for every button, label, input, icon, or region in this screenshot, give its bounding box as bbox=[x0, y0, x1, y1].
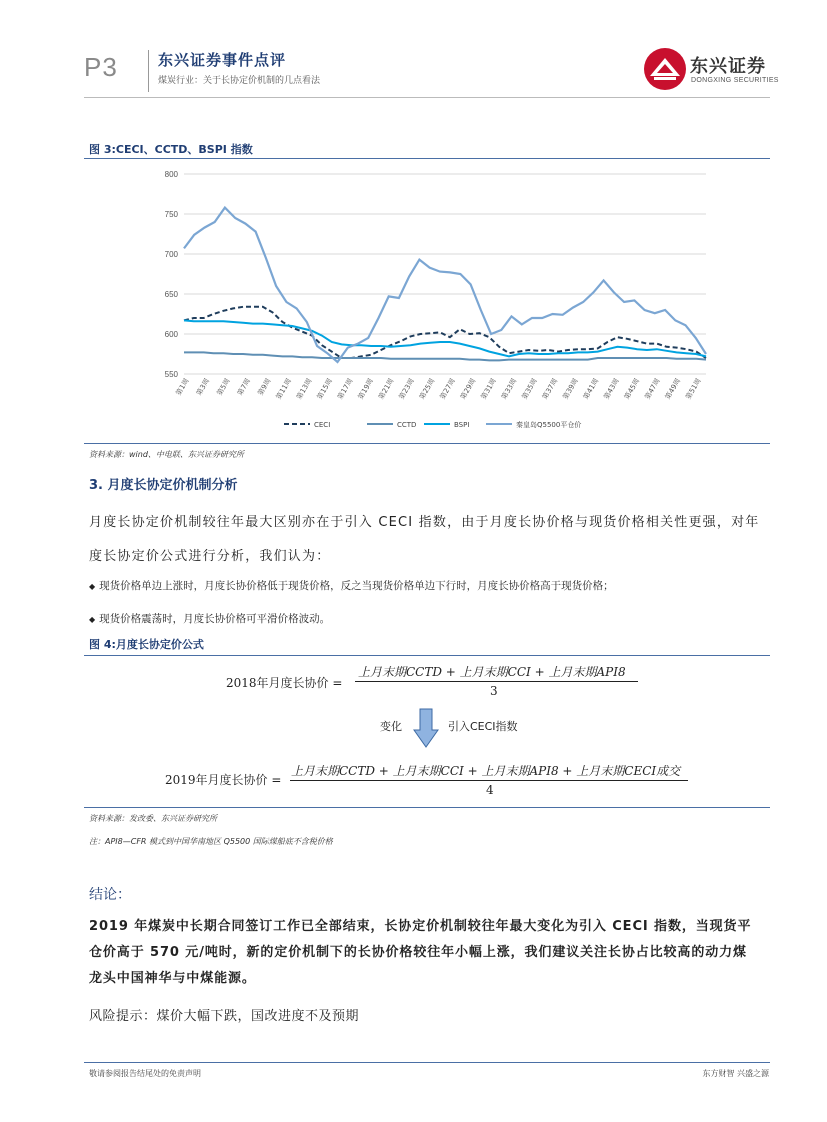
footer-rule bbox=[84, 1062, 770, 1063]
x-tick-label: 第9周 bbox=[256, 377, 273, 397]
formula-2018-lhs: 2018年月度长协价 = bbox=[226, 676, 343, 690]
y-tick-label: 650 bbox=[164, 290, 178, 299]
x-tick-label: 第45周 bbox=[622, 377, 642, 401]
figure-3-title: 图 3:CECI、CCTD、BSPI 指数 bbox=[89, 143, 253, 156]
y-tick-label: 800 bbox=[164, 170, 178, 179]
introduce-ceci-label: 引入CECI指数 bbox=[448, 720, 518, 733]
formula-2018-numerator: 上月末期CCTD + 上月末期CCI + 上月末期API8 bbox=[358, 665, 626, 679]
x-tick-label: 第37周 bbox=[540, 377, 560, 401]
y-tick-label: 600 bbox=[164, 330, 178, 339]
logo-subtext: DONGXING SECURITIES bbox=[691, 77, 779, 84]
formula-2019-fraction-bar bbox=[290, 780, 688, 781]
bullet-item-2 bbox=[89, 611, 330, 626]
section-3-paragraph-line-2: 度长协定价公式进行分析，我们认为： bbox=[89, 549, 331, 564]
x-tick-label: 第21周 bbox=[377, 377, 396, 401]
x-tick-label: 第51周 bbox=[684, 377, 703, 401]
y-tick-label: 700 bbox=[164, 250, 178, 259]
figure-3-bottom-rule bbox=[84, 443, 770, 444]
legend-label: 秦皇岛Q5500平仓价 bbox=[516, 421, 582, 429]
section-3-title: 3. 月度长协定价机制分析 bbox=[89, 478, 238, 493]
legend-label: CECI bbox=[314, 421, 331, 429]
footer-slogan: 东方财智 兴盛之源 bbox=[702, 1069, 769, 1078]
formula-2018-denominator: 3 bbox=[490, 684, 498, 698]
x-tick-label: 第25周 bbox=[418, 377, 437, 401]
header-divider bbox=[148, 50, 149, 92]
conclusion-line-1: 2019 年煤炭中长期合同签订工作已全部结束，长协定价机制较往年最大变化为引入 CECI 指数，当现货平 bbox=[89, 919, 752, 934]
figure-3-chart bbox=[84, 160, 770, 442]
change-label: 变化 bbox=[380, 720, 402, 733]
x-tick-label: 第13周 bbox=[295, 377, 314, 401]
x-tick-label: 第49周 bbox=[663, 377, 683, 401]
x-tick-label: 第17周 bbox=[336, 377, 355, 401]
series-line-CCTD bbox=[184, 352, 706, 360]
bullet-diamond-icon: ◆ bbox=[89, 582, 96, 591]
x-tick-label: 第29周 bbox=[459, 377, 478, 401]
header-rule bbox=[84, 97, 770, 98]
section-3-paragraph-line-1: 月度长协定价机制较往年最大区别亦在于引入 CECI 指数，由于月度长协价格与现货价格相关性更强，对年 bbox=[89, 515, 760, 530]
x-tick-label: 第7周 bbox=[236, 377, 253, 397]
conclusion-title: 结论： bbox=[89, 887, 131, 903]
figure-4-top-rule bbox=[84, 655, 770, 656]
logo-text: 东兴证券 bbox=[690, 56, 766, 77]
x-tick-label: 第31周 bbox=[479, 377, 498, 401]
figure-4-note: 注：API8—CFR 模式到中国华南地区 Q5500 国际煤船底不含税价格 bbox=[89, 837, 333, 846]
x-tick-label: 第47周 bbox=[643, 377, 662, 401]
footer-disclaimer: 敬请参阅报告结尾处的免责声明 bbox=[89, 1069, 201, 1078]
x-tick-label: 第27周 bbox=[438, 377, 457, 401]
x-tick-label: 第35周 bbox=[520, 377, 539, 401]
y-tick-label: 550 bbox=[164, 370, 178, 379]
formula-2019-numerator: 上月末期CCTD + 上月末期CCI + 上月末期API8 + 上月末期CECI成交 bbox=[291, 764, 681, 778]
report-title: 东兴证券事件点评 bbox=[158, 51, 287, 69]
conclusion-line-3: 龙头中国神华与中煤能源。 bbox=[89, 971, 256, 986]
x-tick-label: 第43周 bbox=[602, 377, 621, 401]
figure-4-source: 资料来源：发改委、东兴证券研究所 bbox=[89, 814, 217, 823]
formula-2019-denominator: 4 bbox=[486, 783, 494, 797]
bullet-diamond-icon: ◆ bbox=[89, 615, 96, 624]
x-tick-label: 第33周 bbox=[500, 377, 519, 401]
bullet-text: 现货价格震荡时，月度长协价格可平滑价格波动。 bbox=[99, 613, 331, 625]
conclusion-line-2: 仓价高于 570 元/吨时，新的定价机制下的长协价格较往年小幅上涨，我们建议关注长协占比较高的动力煤 bbox=[89, 945, 747, 960]
x-tick-label: 第3周 bbox=[195, 377, 212, 397]
risk-warning: 风险提示：煤价大幅下跌，国改进度不及预期 bbox=[89, 1009, 360, 1024]
x-tick-label: 第19周 bbox=[356, 377, 376, 401]
y-tick-label: 750 bbox=[164, 210, 178, 219]
figure-3-source: 资料来源：wind、中电联、东兴证券研究所 bbox=[89, 450, 244, 459]
bullet-item-1 bbox=[89, 578, 614, 593]
down-arrow-icon bbox=[413, 708, 439, 748]
x-tick-label: 第41周 bbox=[581, 377, 601, 401]
formula-2018-fraction-bar bbox=[355, 681, 638, 682]
x-tick-label: 第1周 bbox=[174, 377, 191, 397]
figure-4-bottom-rule bbox=[84, 807, 770, 808]
formula-2019-lhs: 2019年月度长协价 = bbox=[165, 773, 282, 787]
x-tick-label: 第39周 bbox=[561, 377, 580, 401]
report-subtitle: 煤炭行业：关于长协定价机制的几点看法 bbox=[158, 76, 321, 86]
legend-label: BSPI bbox=[454, 421, 470, 429]
figure-4-title: 图 4:月度长协定价公式 bbox=[89, 638, 204, 651]
x-tick-label: 第11周 bbox=[274, 377, 294, 401]
figure-3-top-rule bbox=[84, 158, 770, 159]
series-line-CECI bbox=[184, 307, 706, 358]
bullet-text: 现货价格单边上涨时，月度长协价格低于现货价格，反之当现货价格单边下行时，月度长协价格高于现货价格； bbox=[99, 580, 614, 592]
page-number: P3 bbox=[84, 52, 118, 82]
x-tick-label: 第15周 bbox=[315, 377, 335, 401]
x-tick-label: 第23周 bbox=[397, 377, 417, 401]
legend-label: CCTD bbox=[397, 421, 417, 429]
x-tick-label: 第5周 bbox=[215, 377, 232, 397]
